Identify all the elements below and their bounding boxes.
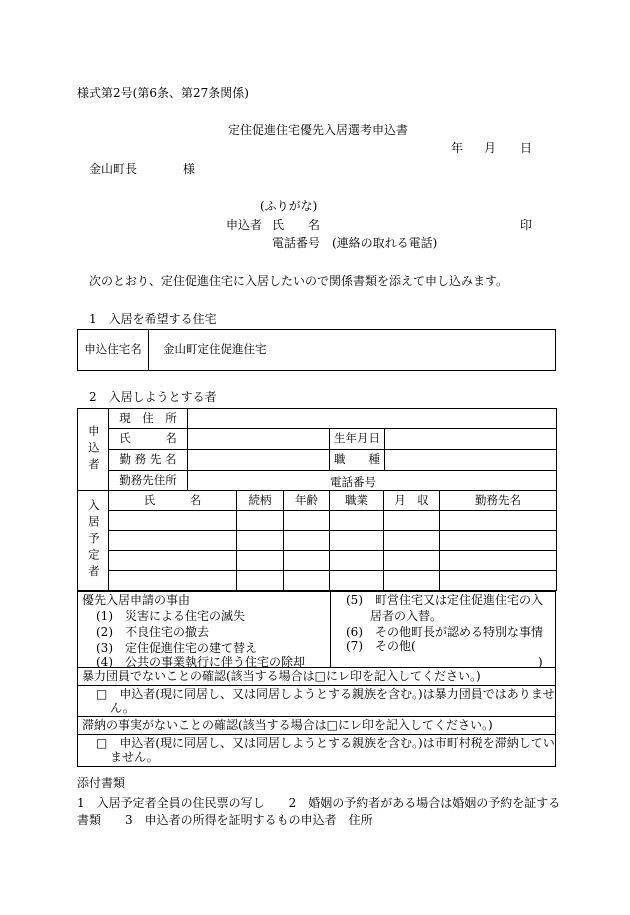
tax-check-statement-cont: ません。 (110, 750, 159, 764)
gang-check-statement-cont: ん。 (110, 701, 135, 715)
date-year: 年 (451, 141, 464, 155)
occupation-label: 職 種 (330, 450, 385, 471)
furigana-label: (ふりがな) (260, 199, 318, 213)
applicant-name-label: 氏 名 (272, 218, 321, 232)
priority-item-7: (7) その他( (346, 639, 416, 653)
resident-header-income: 月 収 (384, 491, 440, 511)
section1-heading: 1 入居を希望する住宅 (89, 312, 217, 326)
applicant-label: 申込者 (226, 218, 263, 232)
tax-check-box (77, 717, 556, 767)
desired-housing-table (77, 329, 556, 371)
housing-name-label: 申込住宅名 (78, 330, 149, 371)
table-row (78, 511, 557, 531)
workplace-name-value (188, 450, 330, 471)
table-row (78, 571, 557, 591)
priority-item-5-cont: 居者の入替。 (370, 609, 443, 623)
priority-item-7-close: ) (538, 655, 543, 669)
current-address-value (188, 409, 557, 429)
resident-header-relation: 続柄 (237, 491, 284, 511)
section2-heading: 2 入居しようとする者 (89, 390, 217, 404)
addressee-name: 金山町長 (89, 162, 138, 176)
priority-reasons-box (77, 591, 556, 668)
attachments-heading: 添付書類 (77, 776, 126, 790)
workplace-address-label: 勤務先住所 (109, 471, 188, 491)
form-number: 様式第2号(第6条、第27条関係) (77, 86, 249, 100)
gang-check-statement[interactable]: □ 申込者(現に同居し、又は同居しようとする親族を含む。)は暴力団員ではありませ (96, 687, 555, 701)
birth-date-value (385, 429, 557, 450)
occupation-value (385, 450, 557, 471)
current-address-label: 現 住 所 (109, 409, 188, 429)
workplace-name-label: 勤 務 先 名 (109, 450, 188, 471)
gang-check-heading: 暴力団員でないことの確認(該当する場合は□にレ印を記入してください。) (82, 669, 481, 683)
document-title: 定住促進住宅優先入居選考申込書 (228, 123, 409, 137)
resident-header-name: 氏 名 (109, 491, 237, 511)
applicant-name-value (188, 429, 330, 450)
table-row (78, 551, 557, 571)
addressee-honorific: 様 (183, 162, 196, 176)
priority-item-6: (6) その他町長が認める特別な事情 (346, 625, 543, 639)
applicant-group-label: 申込者 (78, 409, 109, 491)
priority-item-1: (1) 災害による住宅の滅失 (96, 609, 245, 623)
tax-check-heading: 滞納の事実がないことの確認(該当する場合は□にレ印を記入してください。) (82, 718, 493, 732)
resident-header-job: 職業 (330, 491, 384, 511)
intro-text: 次のとおり、定住促進住宅に入居したいので関係書類を添えて申し込みます。 (89, 274, 509, 288)
attachments-line-1: 1 入居予定者全員の住民票の写し 2 婚姻の予約者がある場合は婚姻の予約を証する (77, 796, 561, 810)
priority-item-3: (3) 定住促進住宅の建て替え (96, 641, 257, 655)
priority-item-2: (2) 不良住宅の撤去 (96, 625, 209, 639)
date-day: 日 (520, 141, 533, 155)
table-row (78, 531, 557, 551)
resident-header-age: 年齢 (284, 491, 330, 511)
attachments-line-2: 書類 3 申込者の所得を証明するもの申込者 住所 (77, 813, 373, 827)
applicant-table (77, 408, 557, 491)
resident-header-workplace: 勤務先名 (440, 491, 557, 511)
residents-group-label: 入居予定者 (78, 491, 109, 591)
priority-divider (330, 592, 331, 667)
housing-name-value: 金山町定住促進住宅 (149, 330, 556, 371)
seal-mark: 印 (520, 218, 533, 232)
tax-check-statement[interactable]: □ 申込者(現に同居し、又は同居しようとする親族を含む。)は市町村税を滞納してい (96, 736, 555, 750)
birth-date-label: 生年月日 (330, 429, 385, 450)
priority-heading: 優先入居申請の事由 (82, 593, 191, 607)
priority-item-5: (5) 町営住宅又は定住促進住宅の入 (346, 593, 543, 607)
applicant-name-field-label: 氏 名 (109, 429, 188, 450)
residents-table (77, 490, 557, 591)
applicant-phone-label: 電話番号 (連絡の取れる電話) (272, 236, 438, 250)
workplace-phone-label: 電話番号 (188, 471, 557, 491)
priority-item-4: (4) 公共の事業執行に伴う住宅の除却 (96, 655, 305, 669)
date-month: 月 (484, 141, 497, 155)
gang-check-box (77, 668, 556, 717)
